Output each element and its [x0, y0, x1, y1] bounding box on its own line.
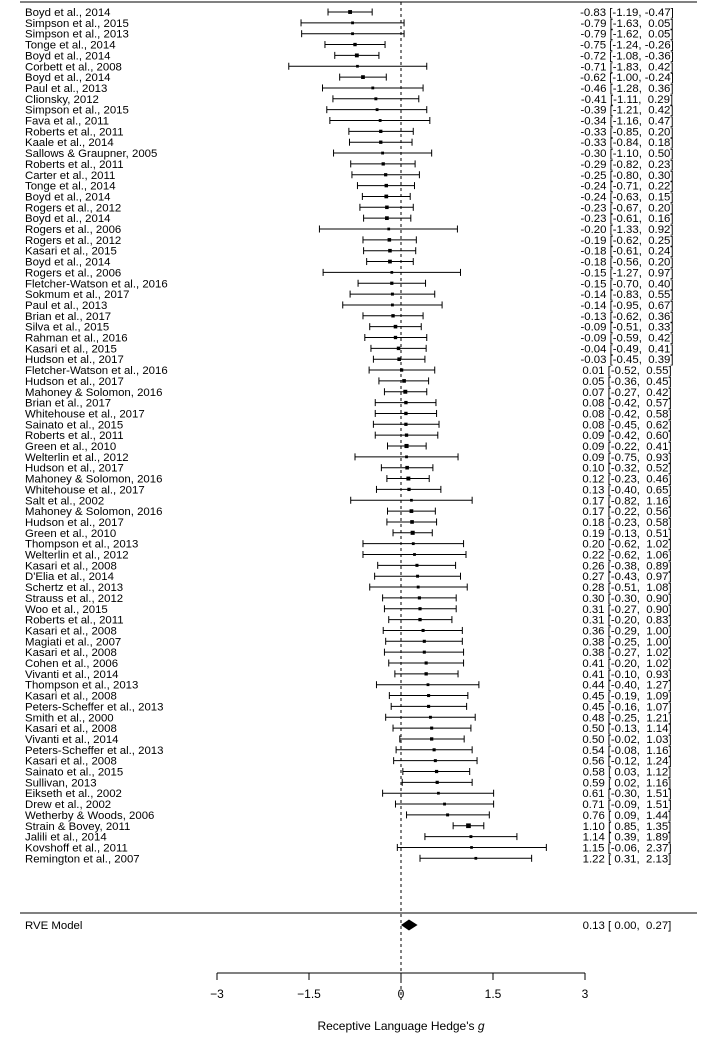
study-label: Wetherby & Woods, 2006 — [25, 809, 155, 822]
point-estimate — [405, 433, 408, 436]
study-label: Sullivan, 2013 — [25, 777, 97, 790]
point-estimate — [418, 618, 421, 621]
study-label: Kasari et al., 2015 — [25, 343, 117, 356]
study-row — [25, 257, 674, 269]
point-estimate — [371, 87, 374, 90]
point-estimate — [435, 770, 438, 773]
effect-ci-text: -0.13 [-0.62, 0.36] — [580, 310, 674, 323]
point-estimate — [387, 228, 390, 231]
point-estimate — [355, 53, 359, 57]
study-label: Welterlin et al., 2012 — [25, 451, 129, 464]
point-estimate — [397, 357, 401, 361]
point-estimate — [470, 846, 473, 849]
effect-ci-text: 0.01 [-0.52, 0.55] — [582, 365, 672, 378]
study-label: Simpson et al., 2013 — [25, 28, 129, 41]
study-label: Brian et al., 2017 — [25, 397, 112, 410]
study-label: Jalili et al., 2014 — [25, 831, 107, 844]
study-label: Roberts et al., 2011 — [25, 614, 124, 627]
effect-ci-text: -0.24 [-0.63, 0.15] — [580, 191, 674, 204]
point-estimate — [385, 216, 389, 220]
study-row — [25, 745, 672, 757]
effect-ci-text: -0.25 [-0.80, 0.30] — [580, 169, 674, 182]
tick-label: −1.5 — [297, 987, 321, 1001]
study-row — [25, 712, 672, 724]
study-label: Brian et al., 2017 — [25, 310, 112, 323]
effect-ci-text: 1.15 [-0.06, 2.37] — [582, 842, 672, 855]
study-label: Fletcher-Watson et al., 2016 — [25, 365, 168, 378]
effect-ci-text: -0.18 [-0.56, 0.20] — [580, 256, 674, 269]
point-estimate — [413, 553, 416, 556]
study-label: Magiati et al., 2007 — [25, 636, 122, 649]
study-label: Strauss et al., 2012 — [25, 592, 124, 605]
point-estimate — [436, 781, 439, 784]
point-estimate — [404, 401, 407, 404]
effect-ci-text: -0.04 [-0.49, 0.41] — [580, 343, 674, 356]
effect-ci-text: -0.79 [-1.63, 0.05] — [580, 17, 674, 30]
study-row — [25, 333, 674, 345]
study-row — [25, 615, 672, 627]
tick-label: 1.5 — [484, 987, 502, 1001]
effect-ci-text: 0.76 [ 0.09, 1.44] — [582, 809, 672, 822]
study-label: Mahoney & Solomon, 2016 — [25, 506, 163, 519]
study-row — [25, 191, 674, 203]
effect-ci-text: -0.23 [-0.67, 0.20] — [580, 202, 674, 215]
effect-ci-text: -0.39 [-1.21, 0.42] — [580, 104, 674, 117]
effect-ci-text: -0.09 [-0.59, 0.42] — [580, 332, 674, 345]
effect-ci-text: 1.14 [ 0.39, 1.89] — [582, 831, 672, 844]
point-estimate — [434, 759, 437, 762]
effect-ci-text: -0.29 [-0.82, 0.23] — [580, 158, 674, 171]
study-label: Simpson et al., 2015 — [25, 104, 129, 117]
effect-ci-text: -0.18 [-0.61, 0.24] — [580, 245, 674, 258]
point-estimate — [418, 607, 421, 610]
point-estimate — [469, 835, 472, 838]
study-row — [25, 701, 672, 713]
study-label: Whitehouse et al., 2017 — [25, 408, 145, 421]
study-label: Whitehouse et al., 2017 — [25, 484, 145, 497]
tick-label: 3 — [581, 987, 589, 1001]
effect-ci-text: 0.45 [-0.16, 1.07] — [582, 701, 672, 714]
point-estimate — [407, 488, 410, 491]
study-label: Hudson et al., 2017 — [25, 354, 124, 367]
point-estimate — [405, 455, 408, 458]
study-row — [25, 311, 674, 323]
point-estimate — [427, 705, 430, 708]
study-row — [25, 767, 671, 779]
effect-ci-text: 0.38 [-0.27, 1.02] — [582, 647, 672, 660]
point-estimate — [397, 347, 400, 350]
point-estimate — [390, 271, 393, 274]
point-estimate — [466, 823, 471, 828]
point-estimate — [394, 336, 397, 339]
study-label: Boyd et al., 2014 — [25, 72, 111, 85]
effect-ci-text: 0.22 [-0.62, 1.06] — [582, 549, 672, 562]
point-estimate — [410, 520, 414, 524]
study-label: Green et al., 2010 — [25, 527, 117, 540]
study-label: Kasari et al., 2015 — [25, 245, 117, 258]
effect-ci-text: 0.50 [-0.02, 1.03] — [582, 733, 672, 746]
study-label: Boyd et al., 2014 — [25, 191, 111, 204]
study-label: Clionsky, 2012 — [25, 93, 99, 106]
study-label: Fletcher-Watson et al., 2016 — [25, 278, 168, 291]
study-label: Green et al., 2010 — [25, 441, 117, 453]
study-label: Silva et al., 2015 — [25, 321, 110, 334]
point-estimate — [379, 119, 382, 122]
study-row — [25, 658, 672, 670]
effect-ci-text: -0.34 [-1.16, 0.47] — [580, 115, 674, 128]
effect-ci-text: 0.45 [-0.19, 1.09] — [582, 690, 672, 703]
study-row — [25, 224, 674, 236]
study-label: Thompson et al., 2013 — [25, 679, 139, 692]
effect-ci-text: 0.08 [-0.42, 0.57] — [582, 397, 672, 410]
study-label: Vivanti et al., 2014 — [25, 733, 119, 746]
study-label: Sallows & Graupner, 2005 — [25, 148, 158, 161]
study-row — [25, 170, 674, 182]
point-estimate — [474, 857, 477, 860]
effect-ci-text: 0.48 [-0.25, 1.21] — [582, 712, 672, 725]
study-label: Welterlin et al., 2012 — [25, 549, 129, 562]
study-label: Paul et al., 2013 — [25, 299, 108, 312]
point-estimate — [443, 803, 446, 806]
study-row — [25, 853, 671, 865]
point-estimate — [429, 716, 432, 719]
study-row — [25, 61, 674, 73]
effect-ci-text: -0.03 [-0.45, 0.39] — [580, 354, 674, 367]
effect-ci-text: -0.79 [-1.62, 0.05] — [580, 28, 674, 41]
study-label: Thompson et al., 2013 — [25, 538, 139, 551]
effect-ci-text: 0.08 [-0.45, 0.62] — [582, 419, 672, 432]
study-label: Kovshoff et al., 2011 — [25, 842, 128, 855]
point-estimate — [411, 531, 415, 535]
effect-ci-text: 0.56 [-0.12, 1.24] — [582, 755, 672, 768]
effect-ci-text: 0.17 [-0.82, 1.16] — [582, 495, 672, 508]
effect-ci-text: -0.15 [-1.27, 0.97] — [580, 267, 674, 280]
study-label: Kasari et al., 2008 — [25, 560, 117, 573]
study-row — [25, 181, 674, 193]
effect-ci-text: -0.15 [-0.70, 0.40] — [580, 278, 674, 291]
study-label: Peters-Scheffer et al., 2013 — [25, 701, 164, 714]
effect-ci-text: 0.58 [ 0.03, 1.12] — [582, 766, 672, 779]
study-label: Corbett et al., 2008 — [25, 61, 122, 74]
effect-ci-text: 0.10 [-0.32, 0.52] — [582, 462, 672, 475]
effect-ci-text: 0.09 [-0.75, 0.93] — [582, 451, 672, 464]
study-row — [25, 126, 674, 138]
study-row — [25, 723, 672, 735]
tick-label: 0 — [397, 987, 405, 1001]
study-row — [25, 29, 674, 41]
study-label: Schertz et al., 2013 — [25, 582, 124, 595]
study-label: Vivanti et al., 2014 — [25, 668, 119, 681]
point-estimate — [430, 727, 433, 730]
study-label: Rogers et al., 2012 — [25, 202, 122, 215]
study-row — [25, 636, 672, 648]
effect-ci-text: -0.09 [-0.51, 0.33] — [580, 321, 674, 334]
study-label: Kasari et al., 2008 — [25, 625, 117, 638]
study-row — [25, 777, 671, 789]
point-estimate — [390, 282, 393, 285]
study-row — [25, 246, 674, 258]
study-label: Rogers et al., 2006 — [25, 267, 122, 280]
study-label: Fava et al., 2011 — [25, 115, 110, 128]
effect-ci-text: -0.33 [-0.84, 0.18] — [580, 137, 674, 150]
effect-ci-text: 0.41 [-0.10, 0.93] — [582, 668, 672, 681]
study-label: Boyd et al., 2014 — [25, 256, 111, 269]
point-estimate — [391, 314, 394, 317]
point-estimate — [416, 575, 419, 578]
effect-ci-text: 0.61 [-0.30, 1.51] — [582, 788, 672, 801]
effect-ci-text: 0.71 [-0.09, 1.51] — [582, 799, 672, 812]
study-row — [25, 550, 672, 562]
summary-label: RVE Model — [25, 920, 83, 932]
study-row — [25, 289, 674, 301]
study-row — [25, 40, 674, 52]
effect-ci-text: 0.59 [ 0.02, 1.16] — [582, 777, 672, 790]
point-estimate — [374, 97, 377, 100]
effect-ci-text: 0.26 [-0.38, 0.89] — [582, 560, 672, 573]
point-estimate — [385, 206, 389, 210]
effect-ci-text: -0.14 [-0.95, 0.67] — [580, 299, 674, 312]
point-estimate — [402, 379, 406, 383]
point-estimate — [424, 672, 427, 675]
study-label: Woo et al., 2015 — [25, 603, 108, 616]
point-estimate — [446, 813, 449, 816]
point-estimate — [379, 130, 382, 133]
point-estimate — [423, 651, 426, 654]
study-label: Remington et al., 2007 — [25, 853, 140, 866]
point-estimate — [351, 21, 354, 24]
study-label: Roberts et al., 2011 — [25, 158, 124, 171]
point-estimate — [422, 629, 425, 632]
study-row — [25, 300, 674, 312]
point-estimate — [385, 184, 388, 187]
study-label: Mahoney & Solomon, 2016 — [25, 473, 163, 486]
effect-ci-text: 0.09 [-0.22, 0.41] — [582, 441, 672, 453]
effect-ci-text: -0.33 [-0.85, 0.20] — [580, 126, 674, 139]
point-estimate — [388, 249, 392, 253]
effect-ci-text: 0.08 [-0.42, 0.58] — [582, 408, 672, 421]
study-label: Mahoney & Solomon, 2016 — [25, 386, 163, 399]
study-row — [25, 484, 672, 496]
effect-ci-text: -0.20 [-1.33, 0.92] — [580, 224, 674, 236]
study-label: Sainato et al., 2015 — [25, 766, 124, 779]
effect-ci-text: 0.12 [-0.23, 0.46] — [582, 473, 672, 486]
point-estimate — [391, 304, 394, 307]
summary-diamond — [401, 920, 418, 931]
study-row — [25, 593, 672, 605]
study-label: Kasari et al., 2008 — [25, 755, 117, 768]
point-estimate — [430, 737, 433, 740]
study-label: D'Elia et al., 2014 — [25, 571, 114, 584]
study-row — [25, 517, 672, 529]
study-row — [25, 647, 672, 659]
effect-ci-text: -0.83 [-1.19, -0.47] — [580, 7, 674, 19]
point-estimate — [433, 748, 436, 751]
point-estimate — [427, 683, 430, 686]
study-label: Roberts et al., 2011 — [25, 126, 124, 139]
point-estimate — [384, 195, 388, 199]
point-estimate — [400, 368, 403, 371]
effect-ci-text: 0.31 [-0.27, 0.90] — [582, 603, 672, 616]
study-row — [25, 83, 674, 95]
x-axis — [210, 973, 588, 1001]
point-estimate — [437, 792, 440, 795]
point-estimate — [404, 444, 408, 448]
study-label: Kasari et al., 2008 — [25, 690, 117, 703]
study-row — [25, 560, 672, 572]
x-axis-label: Receptive Language Hedge's g — [317, 1019, 485, 1033]
study-label: Hudson et al., 2017 — [25, 375, 124, 388]
effect-ci-text: 0.36 [-0.29, 1.00] — [582, 625, 672, 638]
point-estimate — [384, 173, 387, 176]
point-estimate — [425, 661, 428, 664]
point-estimate — [403, 390, 407, 394]
study-label: Kasari et al., 2008 — [25, 647, 117, 660]
study-row — [25, 680, 672, 692]
study-label: Rogers et al., 2012 — [25, 234, 122, 247]
study-label: Kasari et al., 2008 — [25, 723, 117, 736]
study-row — [25, 625, 672, 637]
effect-ci-text: -0.72 [-1.08, -0.36] — [580, 50, 674, 63]
point-estimate — [404, 412, 407, 415]
point-estimate — [356, 65, 359, 68]
effect-ci-text: 1.22 [ 0.31, 2.13] — [582, 853, 672, 866]
study-label: Strain & Bovey, 2011 — [25, 820, 131, 833]
study-row — [25, 387, 672, 399]
effect-ci-text: -0.62 [-1.00, -0.24] — [580, 72, 674, 85]
study-label: Paul et al., 2013 — [25, 82, 108, 95]
point-estimate — [388, 260, 392, 264]
study-label: Tonge et al., 2014 — [25, 180, 116, 193]
point-estimate — [361, 75, 365, 79]
effect-ci-text: 0.18 [-0.23, 0.58] — [582, 516, 672, 529]
study-label: Tonge et al., 2014 — [25, 39, 116, 52]
study-label: Rahman et al., 2016 — [25, 332, 128, 345]
study-label: Roberts et al., 2011 — [25, 430, 124, 443]
study-row — [25, 72, 674, 84]
study-label: Drew et al., 2002 — [25, 799, 112, 812]
study-label: Smith et al., 2000 — [25, 712, 114, 725]
point-estimate — [394, 325, 398, 329]
study-row — [25, 213, 674, 225]
study-row — [25, 159, 674, 171]
point-estimate — [418, 596, 421, 599]
effect-ci-text: 0.38 [-0.25, 1.00] — [582, 636, 672, 649]
summary-ci-text: 0.13 [ 0.00, 0.27] — [582, 920, 672, 932]
study-row — [25, 788, 672, 800]
study-label: Kaale et al., 2014 — [25, 137, 114, 150]
point-estimate — [423, 640, 426, 643]
effect-ci-text: -0.30 [-1.10, 0.50] — [580, 148, 674, 161]
study-row — [25, 235, 674, 247]
study-row — [25, 50, 674, 62]
study-label: Boyd et al., 2014 — [25, 50, 111, 63]
effect-ci-text: -0.23 [-0.61, 0.16] — [580, 213, 674, 226]
effect-ci-text: 0.13 [-0.40, 0.65] — [582, 484, 672, 497]
point-estimate — [406, 477, 410, 481]
effect-ci-text: 0.41 [-0.20, 1.02] — [582, 658, 672, 670]
effect-ci-text: -0.24 [-0.71, 0.22] — [580, 180, 674, 193]
effect-ci-text: 0.54 [-0.08, 1.16] — [582, 744, 672, 757]
point-estimate — [404, 423, 407, 426]
effect-ci-text: 0.19 [-0.13, 0.51] — [582, 527, 672, 540]
effect-ci-text: -0.41 [-1.11, 0.29] — [580, 93, 674, 106]
effect-ci-text: 0.17 [-0.22, 0.56] — [582, 506, 672, 519]
point-estimate — [427, 694, 430, 697]
effect-ci-text: 1.10 [ 0.85, 1.35] — [582, 820, 672, 833]
study-label: Cohen et al., 2006 — [25, 658, 119, 670]
study-label: Rogers et al., 2006 — [25, 224, 122, 236]
effect-ci-text: 0.20 [-0.62, 1.02] — [582, 538, 672, 551]
effect-ci-text: -0.19 [-0.62, 0.25] — [580, 234, 674, 247]
study-row — [25, 430, 672, 442]
point-estimate — [376, 108, 379, 111]
study-label: Eikseth et al., 2002 — [25, 788, 122, 801]
effect-ci-text: 0.44 [-0.40, 1.27] — [582, 679, 672, 692]
point-estimate — [382, 162, 385, 165]
effect-ci-text: 0.30 [-0.30, 0.90] — [582, 592, 672, 605]
point-estimate — [348, 10, 352, 14]
effect-ci-text: 0.50 [-0.13, 1.14] — [582, 723, 672, 736]
study-row — [25, 202, 674, 214]
study-label: Boyd et al., 2014 — [25, 7, 111, 19]
study-row — [25, 105, 674, 117]
effect-ci-text: -0.75 [-1.24, -0.26] — [580, 39, 674, 52]
point-estimate — [415, 564, 418, 567]
tick-label: −3 — [210, 987, 224, 1001]
study-row — [25, 821, 671, 833]
study-label: Simpson et al., 2015 — [25, 17, 129, 30]
study-label: Hudson et al., 2017 — [25, 516, 124, 529]
point-estimate — [391, 293, 394, 296]
study-label: Carter et al., 2011 — [25, 169, 116, 182]
effect-ci-text: 0.05 [-0.36, 0.45] — [582, 375, 672, 388]
study-label: Hudson et al., 2017 — [25, 462, 124, 475]
point-estimate — [379, 141, 382, 144]
study-label: Boyd et al., 2014 — [25, 213, 111, 226]
study-label: Sainato et al., 2015 — [25, 419, 124, 432]
effect-ci-text: 0.27 [-0.43, 0.97] — [582, 571, 672, 584]
study-label: Salt et al., 2002 — [25, 495, 105, 508]
point-estimate — [412, 542, 415, 545]
point-estimate — [410, 499, 413, 502]
effect-ci-text: 0.28 [-0.51, 1.08] — [582, 582, 672, 595]
effect-ci-text: -0.14 [-0.83, 0.55] — [580, 289, 674, 302]
point-estimate — [405, 466, 409, 470]
effect-ci-text: 0.09 [-0.42, 0.60] — [582, 430, 672, 443]
effect-ci-text: 0.31 [-0.20, 0.83] — [582, 614, 672, 627]
study-label: Peters-Scheffer et al., 2013 — [25, 744, 164, 757]
effect-ci-text: -0.46 [-1.28, 0.36] — [580, 82, 674, 95]
point-estimate — [410, 509, 414, 513]
effect-ci-text: 0.07 [-0.27, 0.42] — [582, 386, 672, 399]
study-rows — [25, 7, 674, 865]
summary-row — [25, 920, 671, 933]
effect-ci-text: -0.71 [-1.83, 0.42] — [580, 61, 674, 74]
point-estimate — [381, 152, 384, 155]
point-estimate — [353, 43, 356, 46]
point-estimate — [351, 32, 354, 35]
point-estimate — [417, 586, 420, 589]
point-estimate — [388, 238, 392, 242]
study-label: Sokmum et al., 2017 — [25, 289, 130, 302]
